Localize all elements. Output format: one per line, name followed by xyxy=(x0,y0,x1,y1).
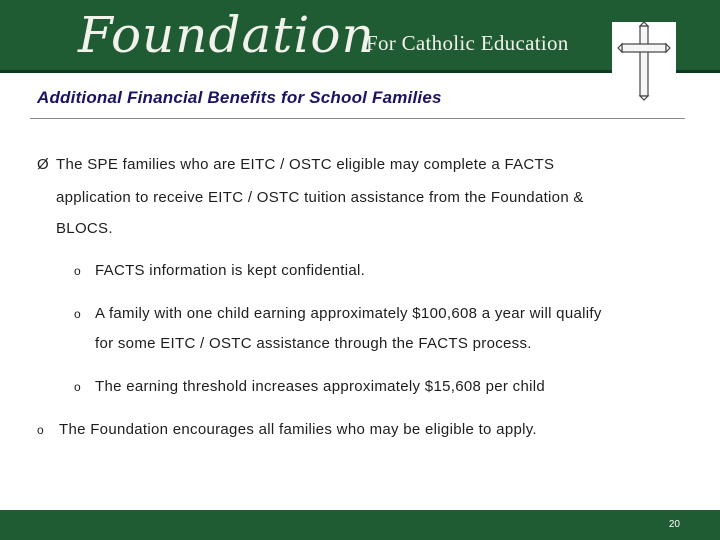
arrow-bullet-icon: Ø xyxy=(37,156,49,173)
footer-bar xyxy=(0,510,720,540)
last-bullet-marker: o xyxy=(37,423,44,437)
sub-bullet-marker: o xyxy=(74,380,81,394)
sub-bullet-1: FACTS information is kept confidential. xyxy=(95,262,366,279)
sub-bullet-2-line-1: A family with one child earning approximately $100,608 a year will qualify xyxy=(95,305,602,322)
title-underline xyxy=(30,118,685,119)
main-bullet-line-3: BLOCS. xyxy=(56,220,113,237)
sub-bullet-marker: o xyxy=(74,307,81,321)
page-number: 20 xyxy=(668,519,680,530)
slide-title: Additional Financial Benefits for School Families xyxy=(37,88,442,107)
logo-wordmark: Foundation xyxy=(78,6,375,64)
logo-tagline: For Catholic Education xyxy=(366,31,569,55)
main-bullet-line-1: The SPE families who are EITC / OSTC eligible may complete a FACTS xyxy=(56,156,555,173)
sub-bullet-3: The earning threshold increases approximately $15,608 per child xyxy=(95,378,545,395)
main-bullet-line-2: application to receive EITC / OSTC tuition assistance from the Foundation & xyxy=(56,189,584,206)
cross-icon xyxy=(612,22,676,102)
last-bullet: The Foundation encourages all families who may be eligible to apply. xyxy=(59,421,537,438)
sub-bullet-2-line-2: for some EITC / OSTC assistance through the FACTS process. xyxy=(95,335,532,352)
sub-bullet-marker: o xyxy=(74,264,81,278)
